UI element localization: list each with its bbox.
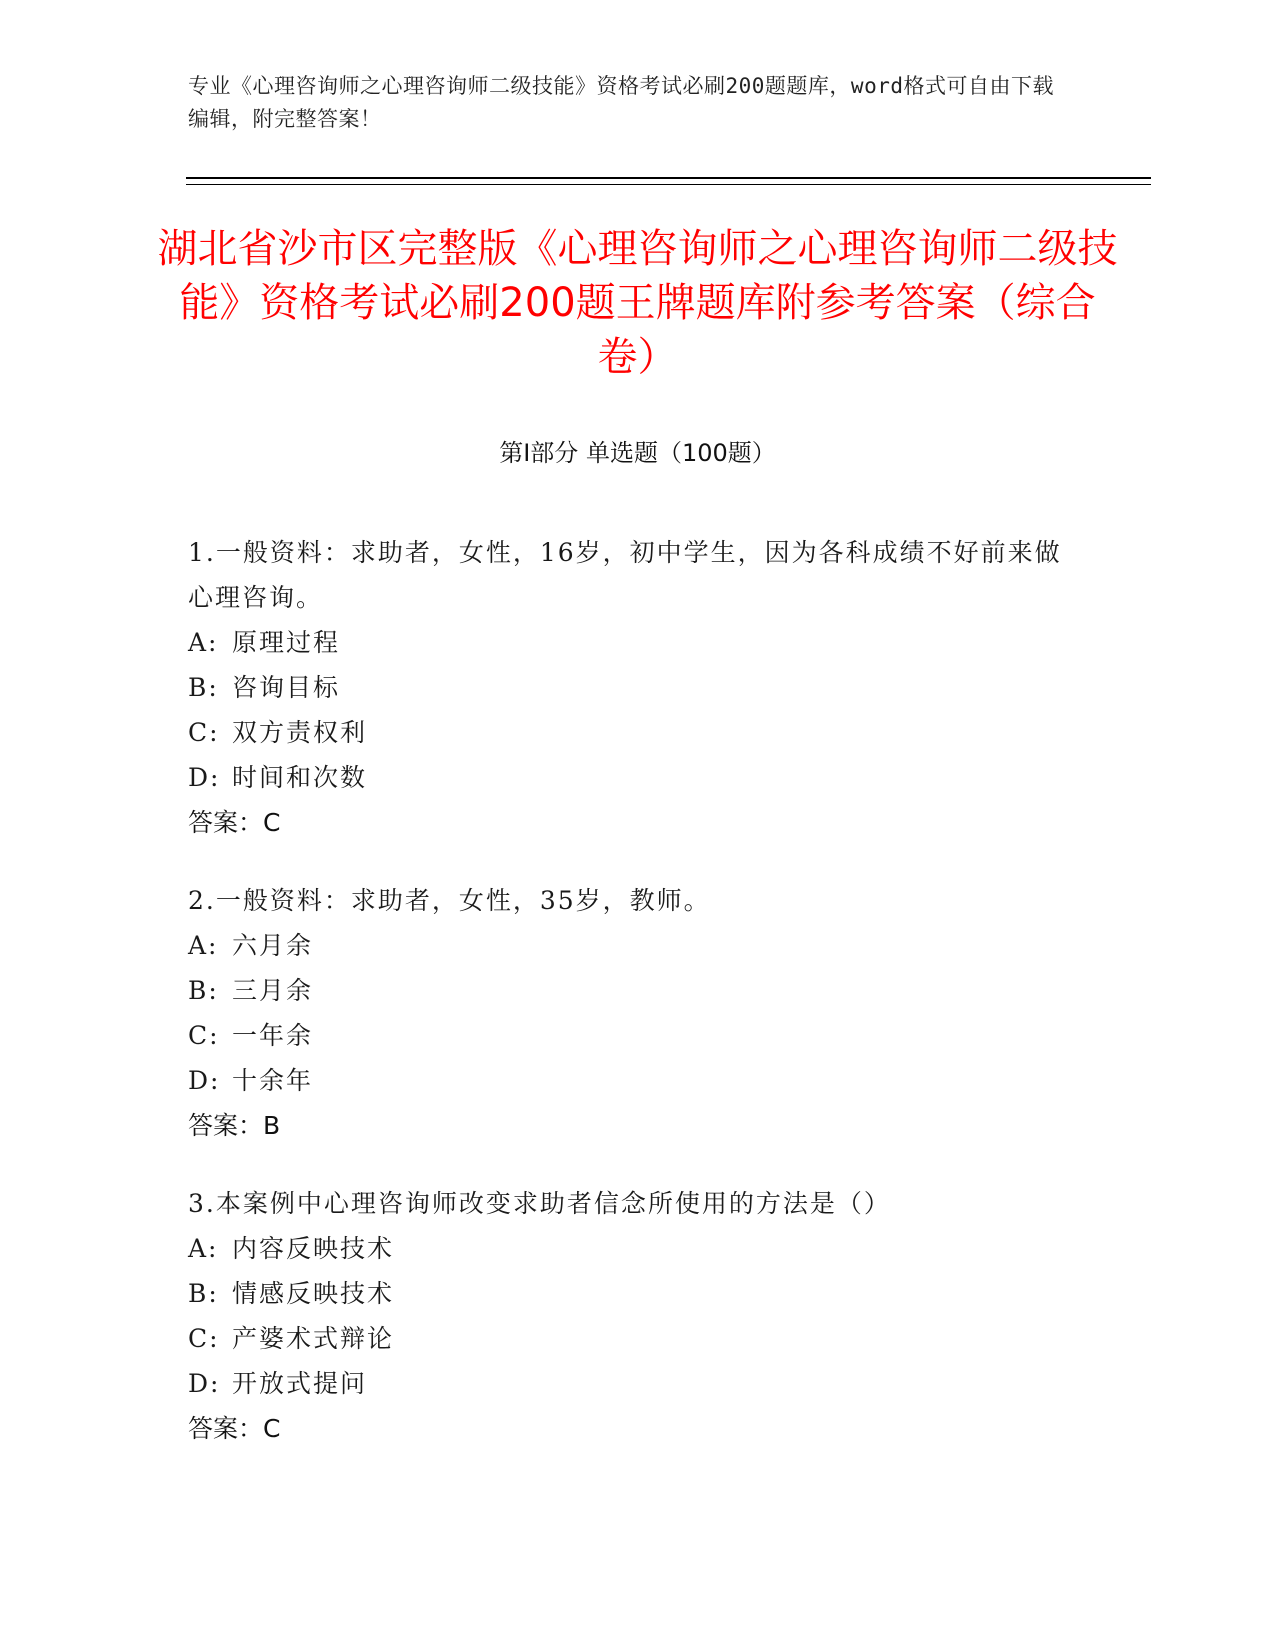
question-stem: 3.本案例中心理咨询师改变求助者信念所使用的方法是（） — [188, 1189, 891, 1218]
section-heading: 第I部分 单选题（100题） — [499, 439, 776, 467]
option-a — [188, 620, 1068, 665]
option-letter: B: — [188, 673, 219, 702]
option-letter: B: — [188, 976, 219, 1005]
option-text: 咨询目标 — [232, 673, 341, 702]
option-c — [188, 1013, 1068, 1058]
option-letter: A: — [188, 628, 219, 657]
question-stem: 1.一般资料：求助者，女性，16岁，初中学生，因为各科成绩不好前来做心理咨询。 — [188, 538, 1062, 612]
option-text: 三月余 — [232, 976, 314, 1005]
question-3 — [188, 1181, 1068, 1451]
option-d — [188, 1361, 1068, 1406]
option-text: 时间和次数 — [232, 763, 368, 792]
option-letter: D: — [188, 763, 221, 792]
answer-line: 答案：B — [188, 1111, 281, 1140]
option-b — [188, 1271, 1068, 1316]
option-letter: C: — [188, 718, 220, 747]
option-text: 内容反映技术 — [232, 1234, 395, 1263]
document-title: 湖北省沙市区完整版《心理咨询师之心理咨询师二级技能》资格考试必刷200题王牌题库附参考答案（综合卷） — [157, 226, 1118, 380]
header-divider-thin — [186, 184, 1151, 185]
option-letter: D: — [188, 1369, 221, 1398]
question-1 — [188, 530, 1068, 845]
option-text: 十余年 — [232, 1066, 314, 1095]
option-c — [188, 1316, 1068, 1361]
question-list — [188, 530, 1068, 1484]
option-letter: B: — [188, 1279, 219, 1308]
option-text: 一年余 — [232, 1021, 314, 1050]
option-letter: C: — [188, 1021, 220, 1050]
option-text: 原理过程 — [232, 628, 341, 657]
option-d — [188, 1058, 1068, 1103]
question-stem: 2.一般资料：求助者，女性，35岁，教师。 — [188, 886, 711, 915]
option-text: 六月余 — [232, 931, 314, 960]
option-b — [188, 665, 1068, 710]
option-text: 情感反映技术 — [232, 1279, 395, 1308]
header-note: 专业《心理咨询师之心理咨询师二级技能》资格考试必刷200题题库，word格式可自由下载编辑，附完整答案！ — [188, 74, 1054, 131]
answer-line: 答案：C — [188, 808, 281, 837]
option-text: 产婆术式辩论 — [232, 1324, 395, 1353]
option-d — [188, 755, 1068, 800]
option-letter: A: — [188, 931, 219, 960]
option-letter: A: — [188, 1234, 219, 1263]
option-c — [188, 710, 1068, 755]
option-text: 双方责权利 — [232, 718, 368, 747]
option-b — [188, 968, 1068, 1013]
option-letter: D: — [188, 1066, 221, 1095]
question-2 — [188, 878, 1068, 1148]
option-a — [188, 1226, 1068, 1271]
answer-line: 答案：C — [188, 1414, 281, 1443]
option-a — [188, 923, 1068, 968]
option-letter: C: — [188, 1324, 220, 1353]
header-divider-thick — [186, 177, 1151, 179]
option-text: 开放式提问 — [232, 1369, 368, 1398]
